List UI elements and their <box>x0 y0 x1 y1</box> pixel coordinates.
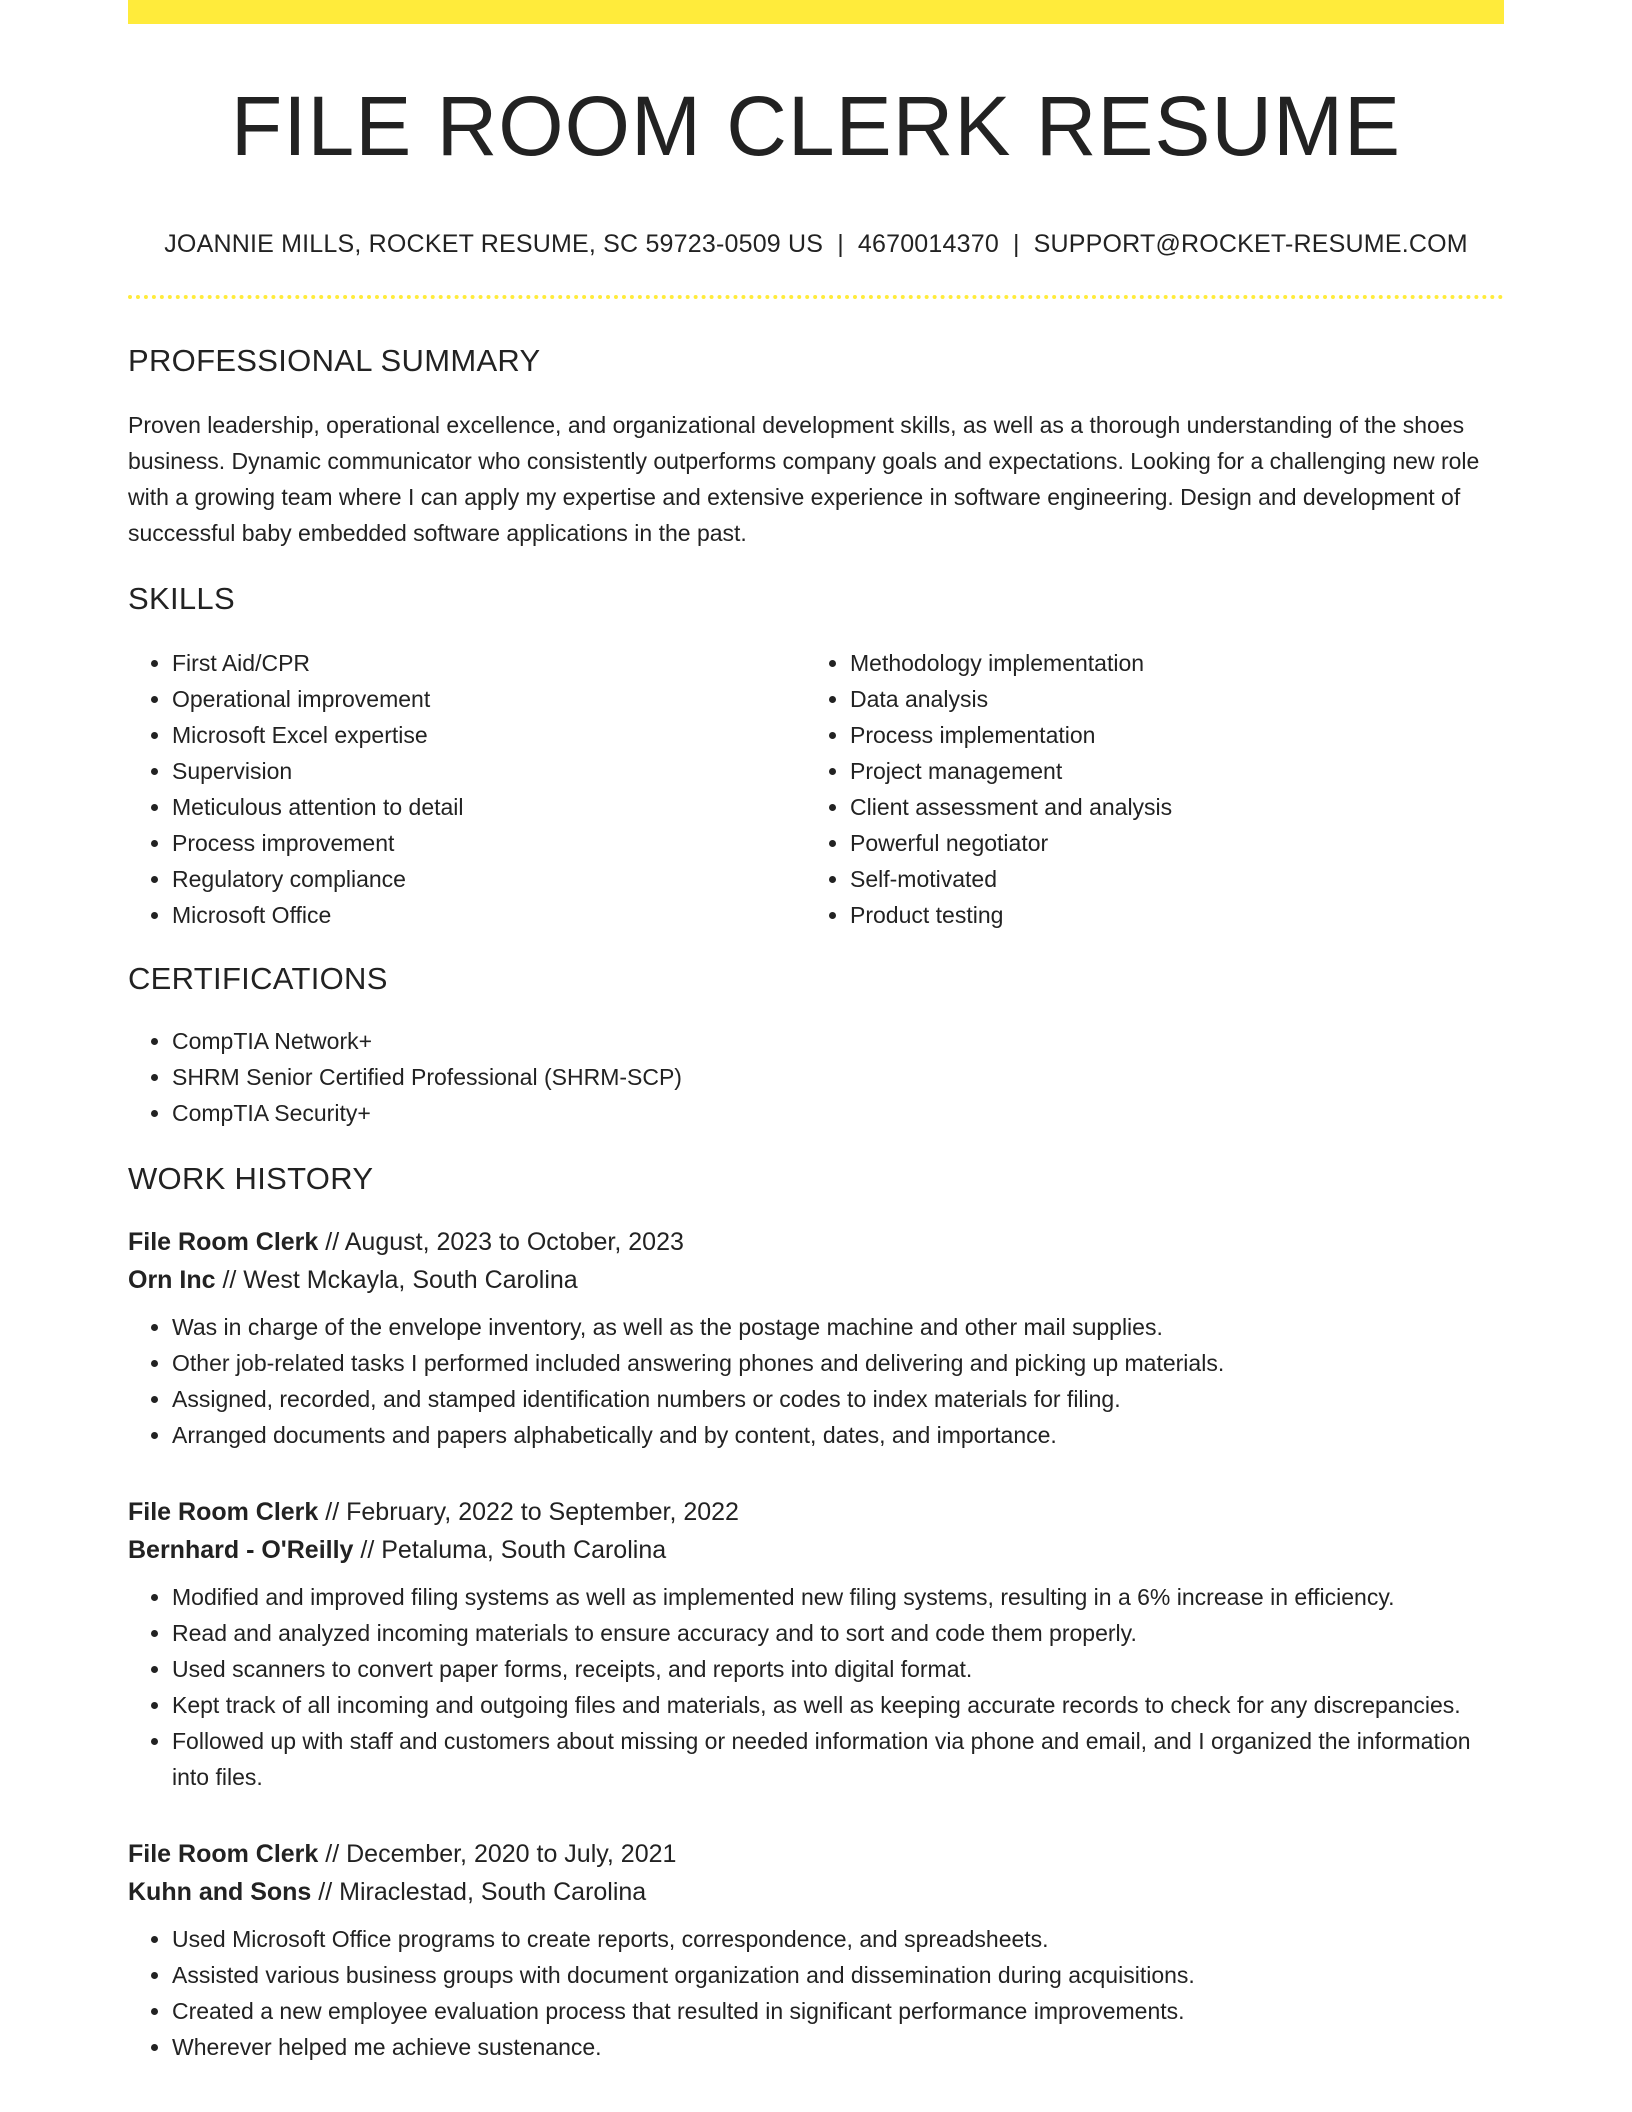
job-bullet: • Arranged documents and papers alphabetically and by content, dates, and importance. <box>172 1417 1504 1453</box>
job-company-line <box>128 1531 1504 1569</box>
job-title-line <box>128 1223 1504 1261</box>
job-bullet: • Used scanners to convert paper forms, receipts, and reports into digital format. <box>172 1651 1504 1687</box>
skill-item: • Meticulous attention to detail <box>172 789 806 825</box>
skill-item: • Methodology implementation <box>850 645 1484 681</box>
job-location: // Miraclestad, South Carolina <box>318 1878 647 1906</box>
skill-item: • Data analysis <box>850 681 1484 717</box>
dotted-divider <box>128 295 1504 299</box>
job-bullet: • Read and analyzed incoming materials to ensure accuracy and to sort and code them properly. <box>172 1615 1504 1651</box>
skill-item: • Product testing <box>850 897 1484 933</box>
contact-separator: | <box>837 230 844 258</box>
skill-item: • Process improvement <box>172 825 806 861</box>
skills-list-right <box>806 645 1484 933</box>
job-company-line <box>128 1873 1504 1911</box>
professional-summary-section <box>128 343 1504 551</box>
job-entry <box>128 1223 1504 1453</box>
section-heading-certifications: CERTIFICATIONS <box>128 961 388 996</box>
certifications-list <box>128 1023 1504 1131</box>
job-company: Bernhard - O'Reilly <box>128 1536 354 1564</box>
job-dates: // February, 2022 to September, 2022 <box>325 1498 739 1526</box>
job-bullets <box>128 1579 1504 1795</box>
skill-item: • Client assessment and analysis <box>850 789 1484 825</box>
skill-item: • Microsoft Excel expertise <box>172 717 806 753</box>
section-heading-work-history: WORK HISTORY <box>128 1161 374 1196</box>
contact-separator: | <box>1012 230 1020 258</box>
certification-item: • SHRM Senior Certified Professional (SHRM-SCP) <box>172 1059 1504 1095</box>
section-heading-summary: PROFESSIONAL SUMMARY <box>128 343 541 378</box>
skill-item: • Process implementation <box>850 717 1484 753</box>
job-title: File Room Clerk <box>128 1498 319 1526</box>
job-title-line <box>128 1835 1504 1873</box>
skills-column-left <box>128 645 806 933</box>
job-bullets <box>128 1309 1504 1453</box>
skill-item: • Project management <box>850 753 1484 789</box>
skills-section <box>128 581 1504 933</box>
skill-item: • Supervision <box>172 753 806 789</box>
contact-address: JOANNIE MILLS, ROCKET RESUME, SC 59723-0509 US <box>164 230 824 258</box>
job-company: Orn Inc <box>128 1266 216 1294</box>
job-bullets <box>128 1921 1504 2065</box>
skill-item: • Powerful negotiator <box>850 825 1484 861</box>
top-accent-bar <box>128 0 1504 24</box>
job-bullet: • Wherever helped me achieve sustenance. <box>172 2029 1504 2065</box>
skill-item: • Operational improvement <box>172 681 806 717</box>
skill-item: • Regulatory compliance <box>172 861 806 897</box>
job-title: File Room Clerk <box>128 1840 319 1868</box>
skill-item: • Self-motivated <box>850 861 1484 897</box>
certification-item: • CompTIA Network+ <box>172 1023 1504 1059</box>
skill-item: • Microsoft Office <box>172 897 806 933</box>
job-bullet: • Kept track of all incoming and outgoing files and materials, as well as keeping accurate records to check for any discrepancies. <box>172 1687 1504 1723</box>
skills-column-right <box>806 645 1484 933</box>
certifications-section <box>128 961 1504 1131</box>
certification-item: • CompTIA Security+ <box>172 1095 1504 1131</box>
job-location: // Petaluma, South Carolina <box>360 1536 667 1564</box>
resume-title: FILE ROOM CLERK RESUME <box>230 79 1402 173</box>
job-company: Kuhn and Sons <box>128 1878 312 1906</box>
contact-line <box>128 230 1504 259</box>
skills-list-left <box>128 645 806 933</box>
job-dates: // August, 2023 to October, 2023 <box>325 1228 684 1256</box>
job-bullet: • Was in charge of the envelope inventory, as well as the postage machine and other mail supplies. <box>172 1309 1504 1345</box>
skill-item: • First Aid/CPR <box>172 645 806 681</box>
job-bullet: • Assisted various business groups with document organization and dissemination during acquisitions. <box>172 1957 1504 1993</box>
section-heading-skills: SKILLS <box>128 581 235 616</box>
job-bullet: • Other job-related tasks I performed included answering phones and delivering and picking up materials. <box>172 1345 1504 1381</box>
job-entry <box>128 1493 1504 1795</box>
summary-text: Proven leadership, operational excellence, and organizational development skills, as well as a thorough understanding of the shoes business. Dynamic communicator who consistently outperforms company goals and expectations. Looking for a challenging new role with a growing team where I can apply my expertise and extensive experience in software engineering. Design and development of successful baby embedded software applications in the past. <box>128 412 1480 546</box>
job-title: File Room Clerk <box>128 1228 319 1256</box>
job-bullet: • Created a new employee evaluation process that resulted in significant performance improvements. <box>172 1993 1504 2029</box>
job-title-line <box>128 1493 1504 1531</box>
work-history-section <box>128 1161 1504 2065</box>
contact-email: SUPPORT@ROCKET-RESUME.COM <box>1033 230 1468 258</box>
skills-grid <box>128 645 1504 933</box>
job-bullet: • Modified and improved filing systems as well as implemented new filing systems, resulting in a 6% increase in efficiency. <box>172 1579 1504 1615</box>
job-entry <box>128 1835 1504 2065</box>
job-bullet: • Assigned, recorded, and stamped identification numbers or codes to index materials for filing. <box>172 1381 1504 1417</box>
resume-page <box>128 0 1504 2065</box>
contact-phone: 4670014370 <box>857 230 999 258</box>
job-location: // West Mckayla, South Carolina <box>222 1266 578 1294</box>
job-bullet: • Used Microsoft Office programs to create reports, correspondence, and spreadsheets. <box>172 1921 1504 1957</box>
job-bullet: • Followed up with staff and customers about missing or needed information via phone and email, and I organized the information into files. <box>172 1723 1504 1795</box>
job-company-line <box>128 1261 1504 1299</box>
job-dates: // December, 2020 to July, 2021 <box>325 1840 677 1868</box>
